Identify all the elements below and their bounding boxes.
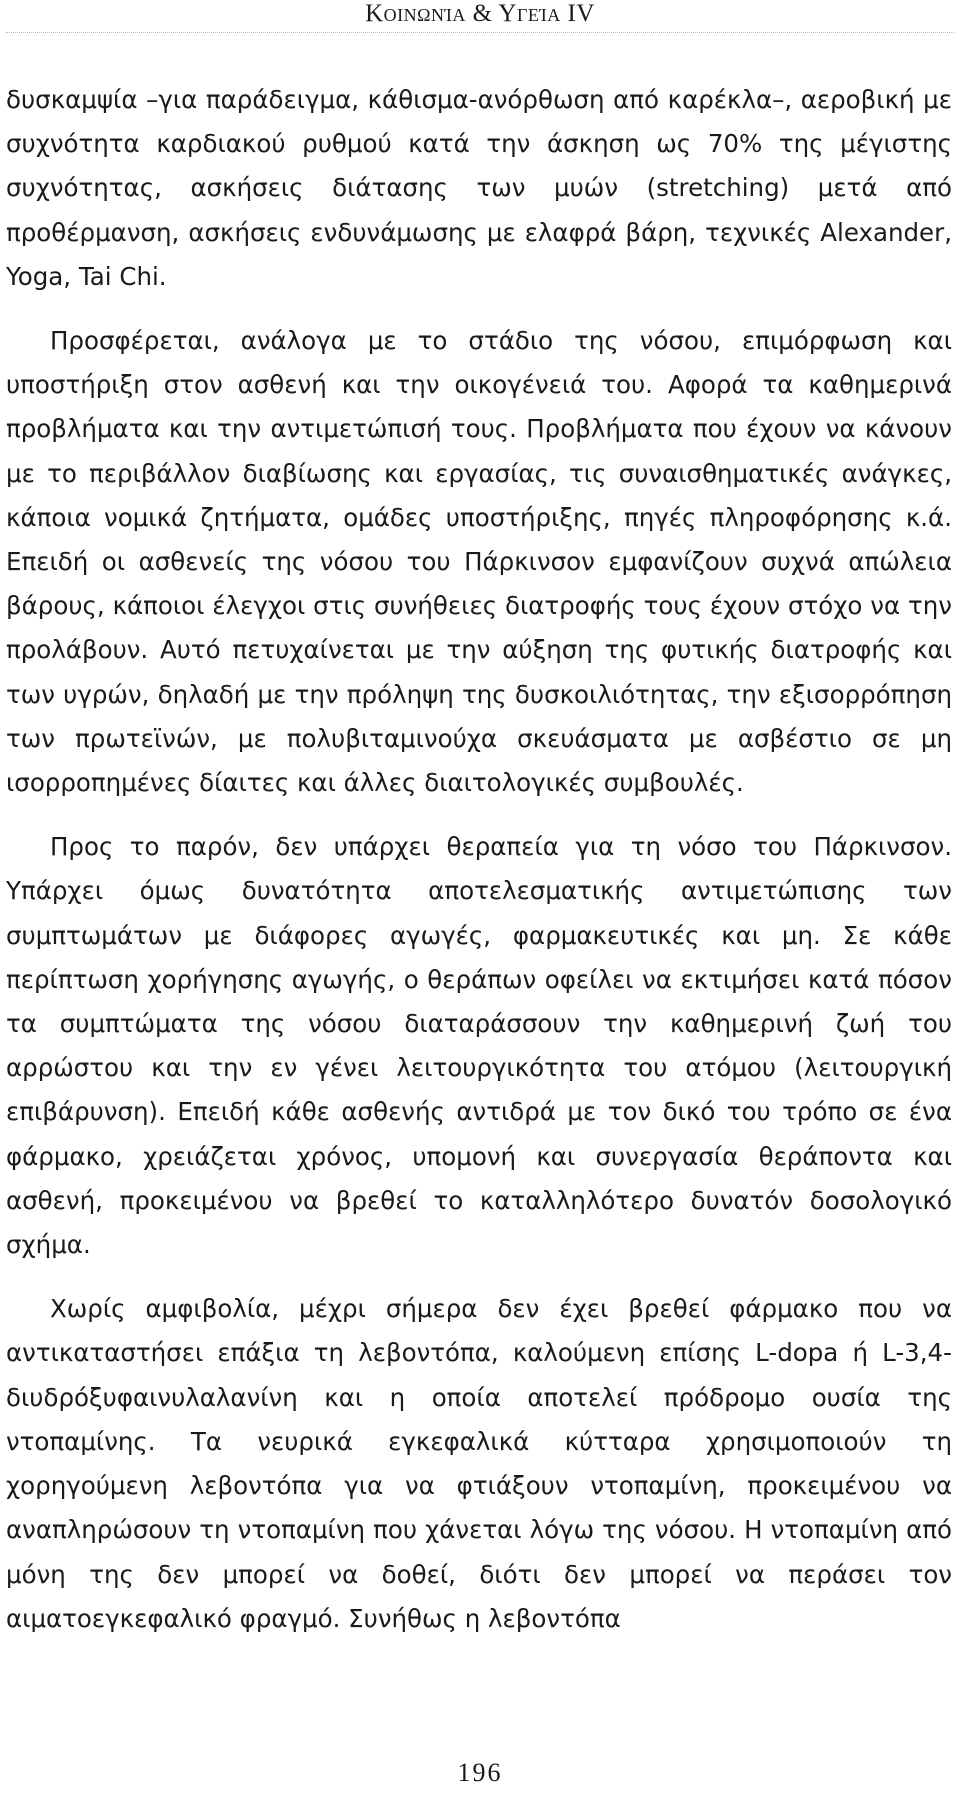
paragraph-3: Προς το παρόν, δεν υπάρχει θεραπεία για τη νόσο του Πάρκινσον. Υπάρχει όμως δυνατότητα αποτελεσματικής αντιμετώπισης των συμπτωμάτων με διάφορες αγωγές, φαρμακευτικές και μη. Σε κάθε περίπτωση χορήγησης αγωγής, ο θεράπων οφείλει να εκτιμήσει κατά πόσον τα συμπτώματα της νόσου διαταράσσουν την καθημερινή ζωή του αρρώστου και την εν γένει λειτουργικότητα του ατόμου (λειτουργική επιβάρυνση). Επειδή κάθε ασθενής αντιδρά με τον δικό του τρόπο σε ένα φάρμακο, χρειάζεται χρόνος, υπομονή και συνεργασία θεράποντα και ασθενή, προκειμένου να βρεθεί το καταλληλότερο δυνατόν δοσολογικό σχήμα.	[6, 832, 952, 1260]
paragraph-2: Προσφέρεται, ανάλογα με το στάδιο της νόσου, επιμόρφωση και υποστήριξη στον ασθενή και την οικογένειά του. Αφορά τα καθημερινά προβλήματα και την αντιμετώπισή τους. Προβλήματα που έχουν να κάνουν με το περιβάλλον διαβίωσης και εργασίας, τις συναισθηματικές ανάγκες, κάποια νομικά ζητήματα, ομάδες υποστήριξης, πηγές πληροφόρησης κ.ά. Επειδή οι ασθενείς της νόσου του Πάρκινσον εμφανίζουν συχνά απώλεια βάρους, κάποιοι έλεγχοι στις συνήθειες διατροφής τους έχουν στόχο να την προλάβουν. Αυτό πετυχαίνεται με την αύξηση της φυτικής διατροφής και των υγρών, δηλαδή με την πρόληψη της δυσκοιλιότητας, την εξισορρόπηση των πρωτεϊνών, με πολυβιταμινούχα σκευάσματα με ασβέστιο σε μη ισορροπημένες δίαιτες και άλλες διαιτολογικές συμβουλές.	[6, 326, 952, 798]
paragraph-4: Χωρίς αμφιβολία, μέχρι σήμερα δεν έχει βρεθεί φάρμακο που να αντικαταστήσει επάξια τη λεβοντόπα, καλούμενη επίσης L-dopa ή L-3,4-διυδρόξυφαινυλαλανίνη και η οποία αποτελεί πρόδρομο ουσία της ντοπαμίνης. Τα νευρικά εγκεφαλικά κύτταρα χρησιμοποιούν τη χορηγούμενη λεβοντόπα για να φτιάξουν ντοπαμίνη, προκειμένου να αναπληρώσουν τη ντοπαμίνη που χάνεται λόγω της νόσου. Η ντοπαμίνη από μόνη της δεν μπορεί να δοθεί, διότι δεν μπορεί να περάσει τον αιματοεγκεφαλικό φραγμό. Συνήθως η λεβοντόπα	[6, 1294, 952, 1633]
page-number: 196	[457, 1758, 503, 1787]
header-rule	[6, 32, 954, 33]
body-text	[6, 78, 952, 1641]
running-header: Κοινωνία & Υγεία IV	[365, 0, 595, 27]
paragraph-1: δυσκαμψία –για παράδειγμα, κάθισμα-ανόρθωση από καρέκλα–, αεροβική με συχνότητα καρδιακού ρυθμού κατά την άσκηση ως 70% της μέγιστης συχνότητας, ασκήσεις διάτασης των μυών (stretching) μετά από προθέρμανση, ασκήσεις ενδυνάμωσης με ελαφρά βάρη, τεχνικές Alexander, Yoga, Tai Chi.	[6, 85, 952, 291]
